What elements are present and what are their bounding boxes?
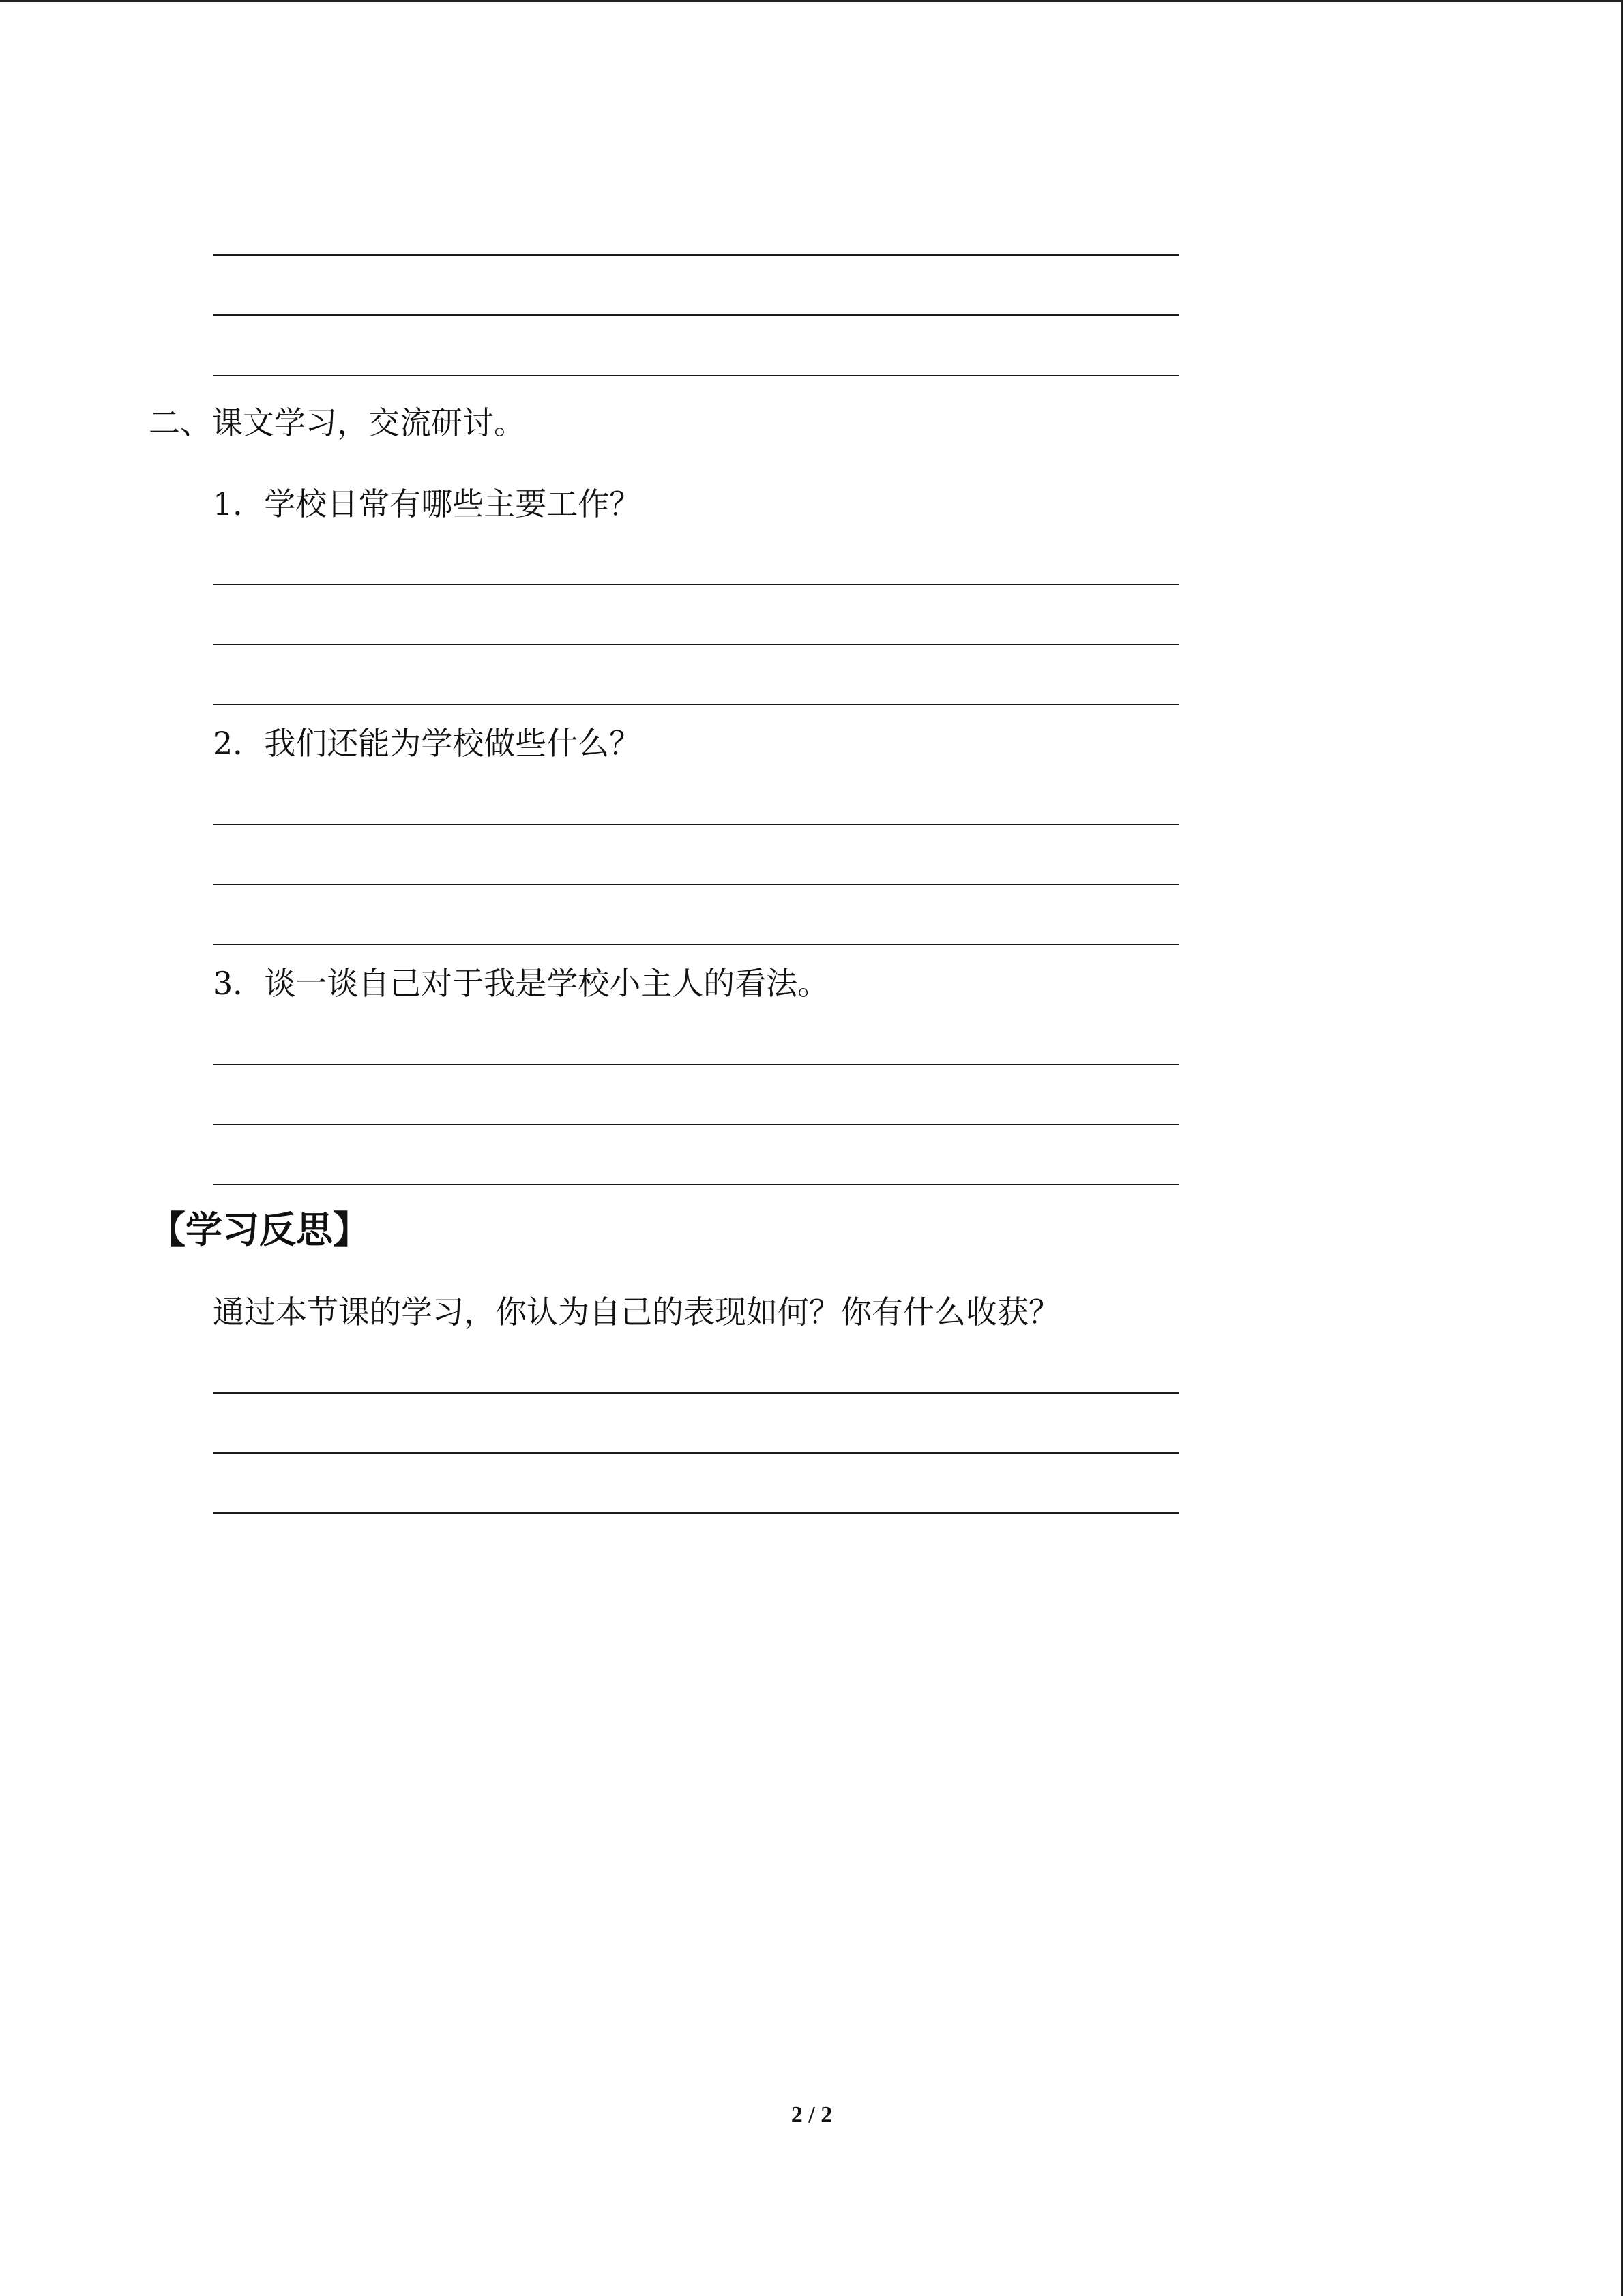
- answer-line: [213, 1512, 1179, 1514]
- section-two-heading: 二、课文学习，交流研讨。: [149, 404, 525, 441]
- answer-line: [213, 254, 1179, 256]
- answer-line: [213, 824, 1179, 825]
- answer-line: [213, 375, 1179, 376]
- answer-line: [213, 1452, 1179, 1454]
- page-number: 2 / 2: [791, 2102, 833, 2128]
- question-1: 1．学校日常有哪些主要工作？: [213, 486, 641, 522]
- question-3: 3．谈一谈自己对于我是学校小主人的看法。: [213, 965, 829, 1002]
- answer-line: [213, 1184, 1179, 1185]
- answer-line: [213, 314, 1179, 316]
- reflection-prompt: 通过本节课的学习，你认为自己的表现如何？你有什么收获？: [213, 1294, 1060, 1330]
- answer-line: [213, 584, 1179, 585]
- answer-line: [213, 1124, 1179, 1125]
- answer-line: [213, 944, 1179, 945]
- answer-line: [213, 704, 1179, 705]
- answer-line: [213, 1392, 1179, 1394]
- reflection-heading: 【学习反思】: [149, 1208, 370, 1251]
- answer-line: [213, 1064, 1179, 1065]
- answer-line: [213, 644, 1179, 645]
- answer-line: [213, 884, 1179, 885]
- question-2: 2．我们还能为学校做些什么？: [213, 725, 641, 762]
